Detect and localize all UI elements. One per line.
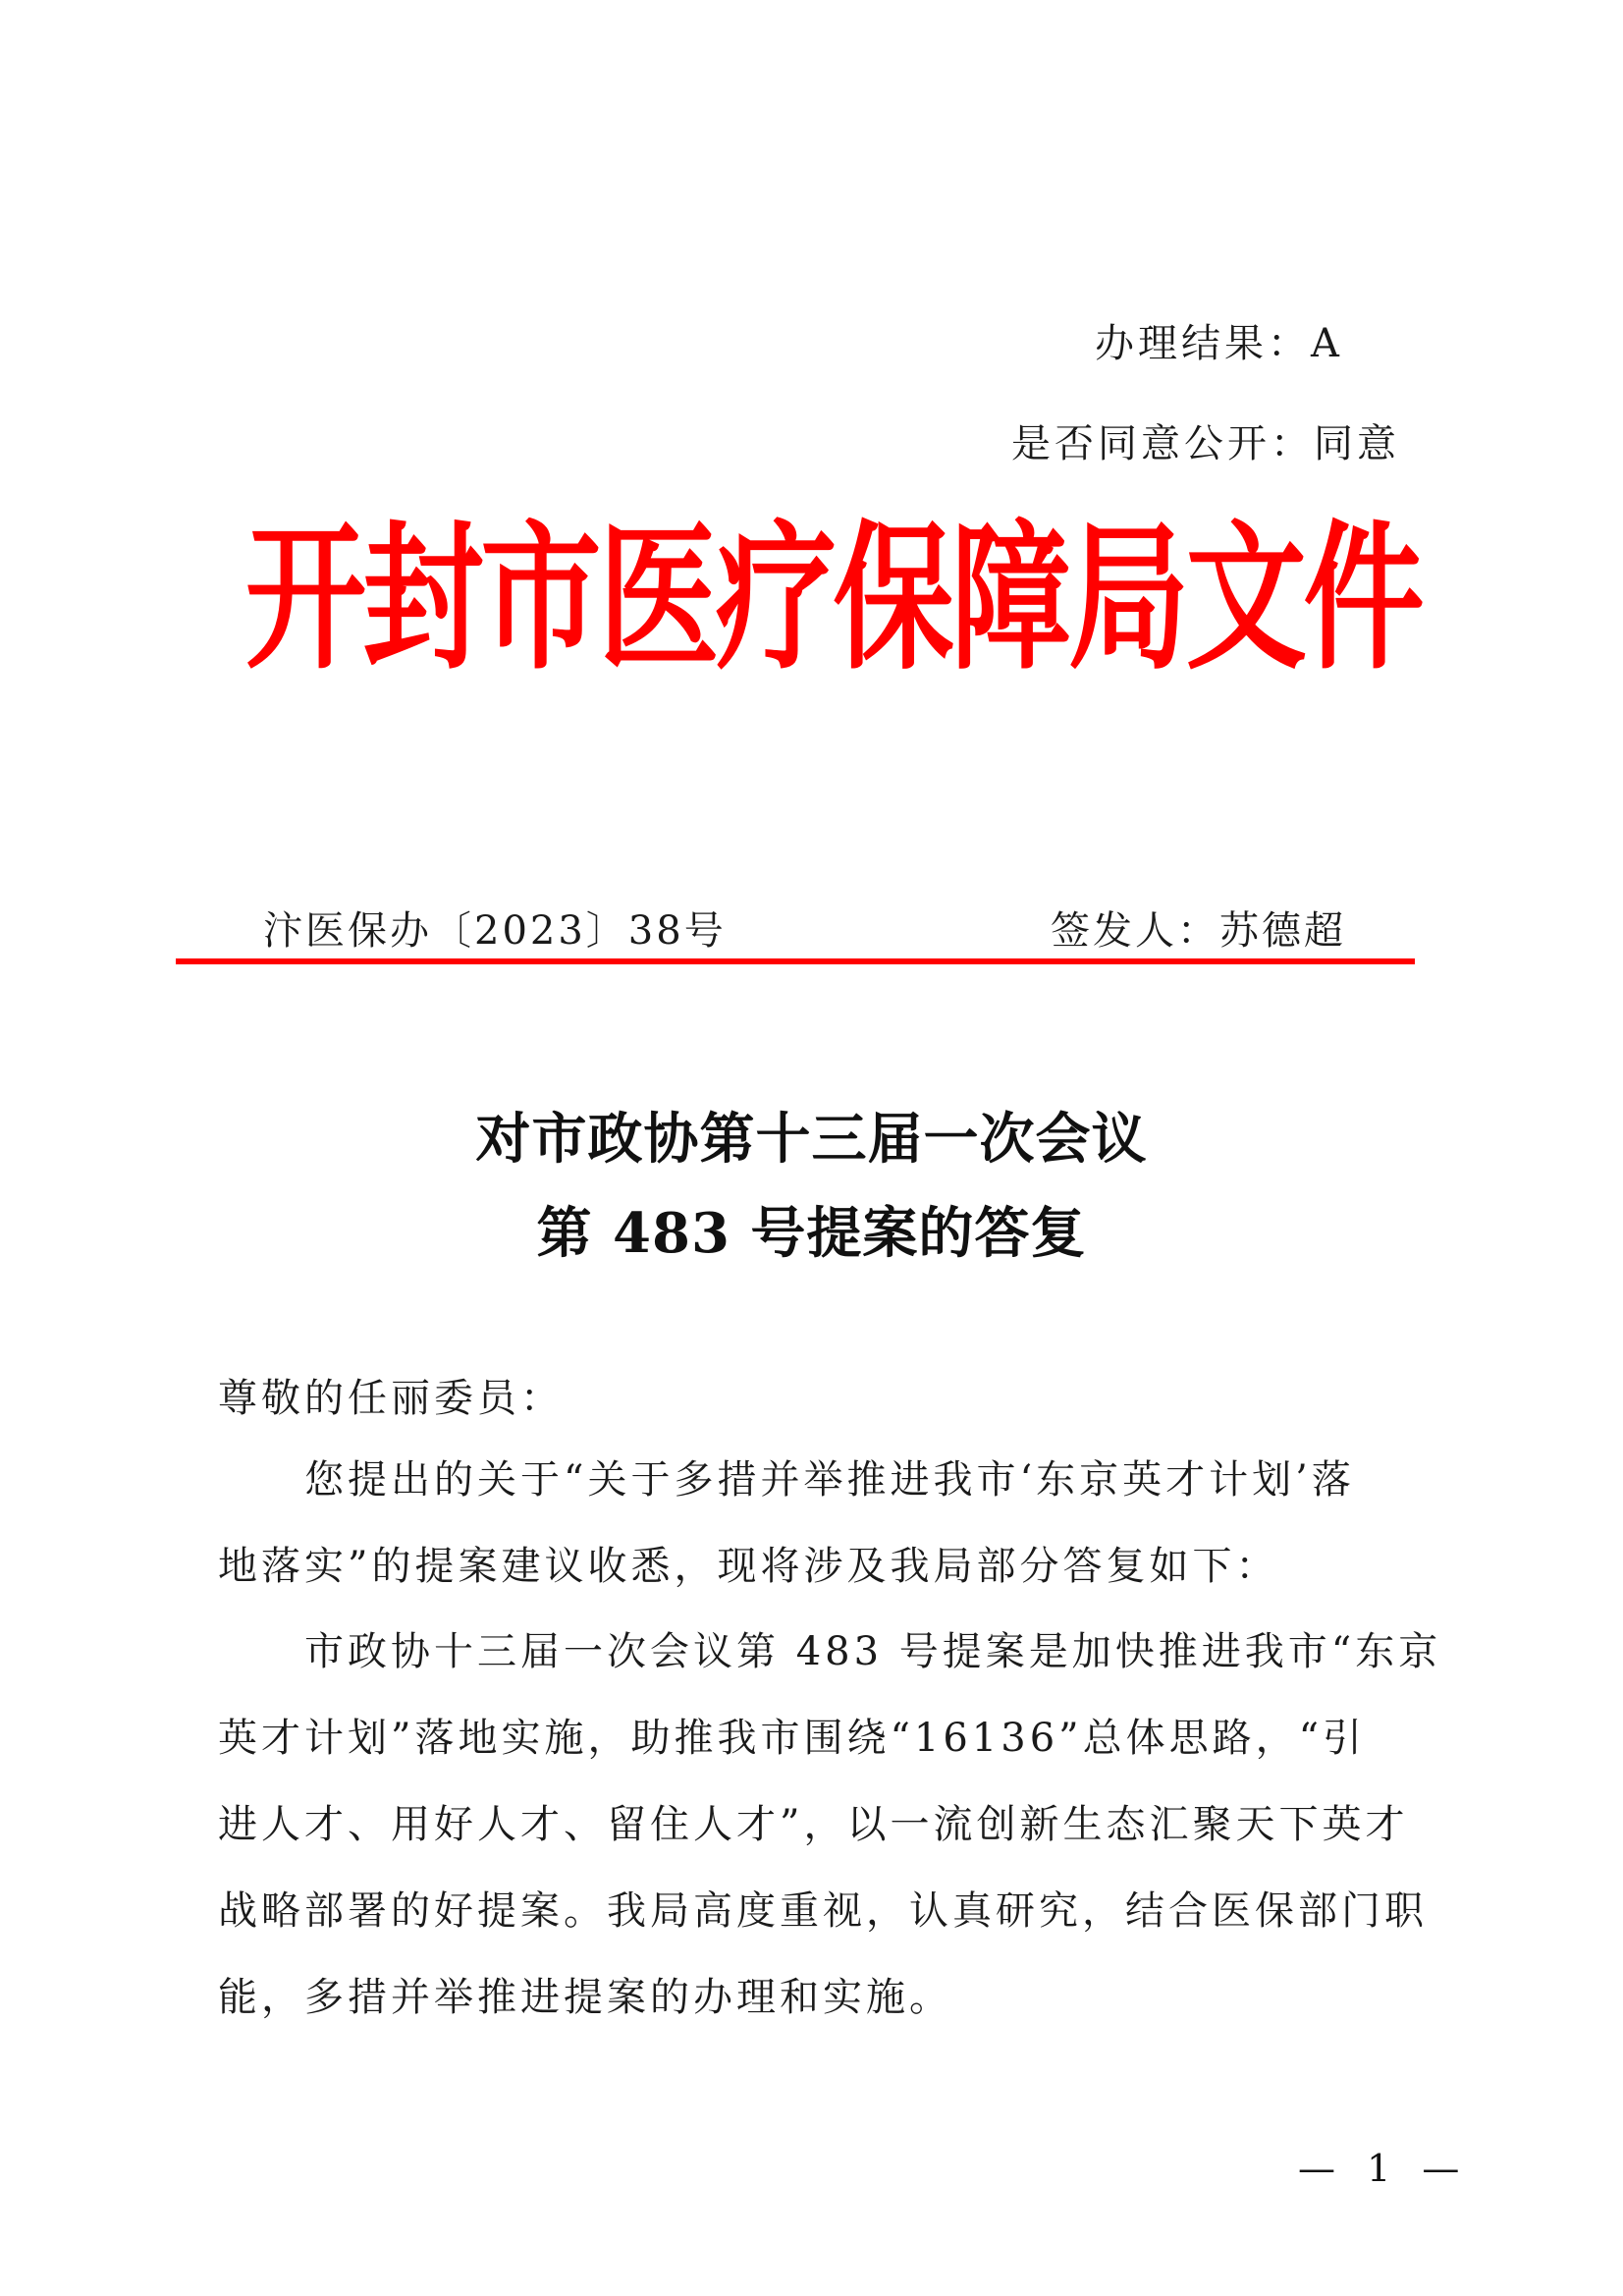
paragraph-line: 进人才、用好人才、留住人才”，以一流创新生态汇聚天下英才 <box>218 1802 1409 1847</box>
paragraph-line: 英才计划”落地实施，助推我市围绕“16136”总体思路，“引 <box>218 1716 1367 1761</box>
document-title-line-2: 第 483 号提案的答复 <box>536 1201 1087 1266</box>
paragraph-line: 地落实”的提案建议收悉，现将涉及我局部分答复如下： <box>218 1544 1279 1589</box>
document-title-line-1: 对市政协第十三届一次会议 <box>475 1107 1148 1172</box>
document-number: 汴医保办〔2023〕38号 <box>263 908 727 954</box>
signer-label: 签发人：苏德超 <box>1051 908 1346 954</box>
paragraph-line: 市政协十三届一次会议第 483 号提案是加快推进我市“东京 <box>304 1629 1442 1674</box>
paragraph-proposal-summary <box>218 1609 1442 2041</box>
paragraph-line: 您提出的关于“关于多措并举推进我市‘东京英才计划’落 <box>304 1457 1355 1503</box>
salutation: 尊敬的任丽委员： <box>218 1376 564 1421</box>
public-consent-label: 是否同意公开：同意 <box>1011 421 1400 466</box>
paragraph-acknowledgement <box>218 1437 1435 1610</box>
document-masthead: 开封市医疗保障局文件 <box>245 505 1422 692</box>
page-number: — 1 — <box>1298 2147 1470 2190</box>
handling-result-label: 办理结果：A <box>1095 321 1343 366</box>
red-separator-line <box>176 958 1415 964</box>
paragraph-line: 能，多措并举推进提案的办理和实施。 <box>218 1975 952 2020</box>
paragraph-line: 战略部署的好提案。我局高度重视，认真研究，结合医保部门职 <box>218 1888 1428 1934</box>
